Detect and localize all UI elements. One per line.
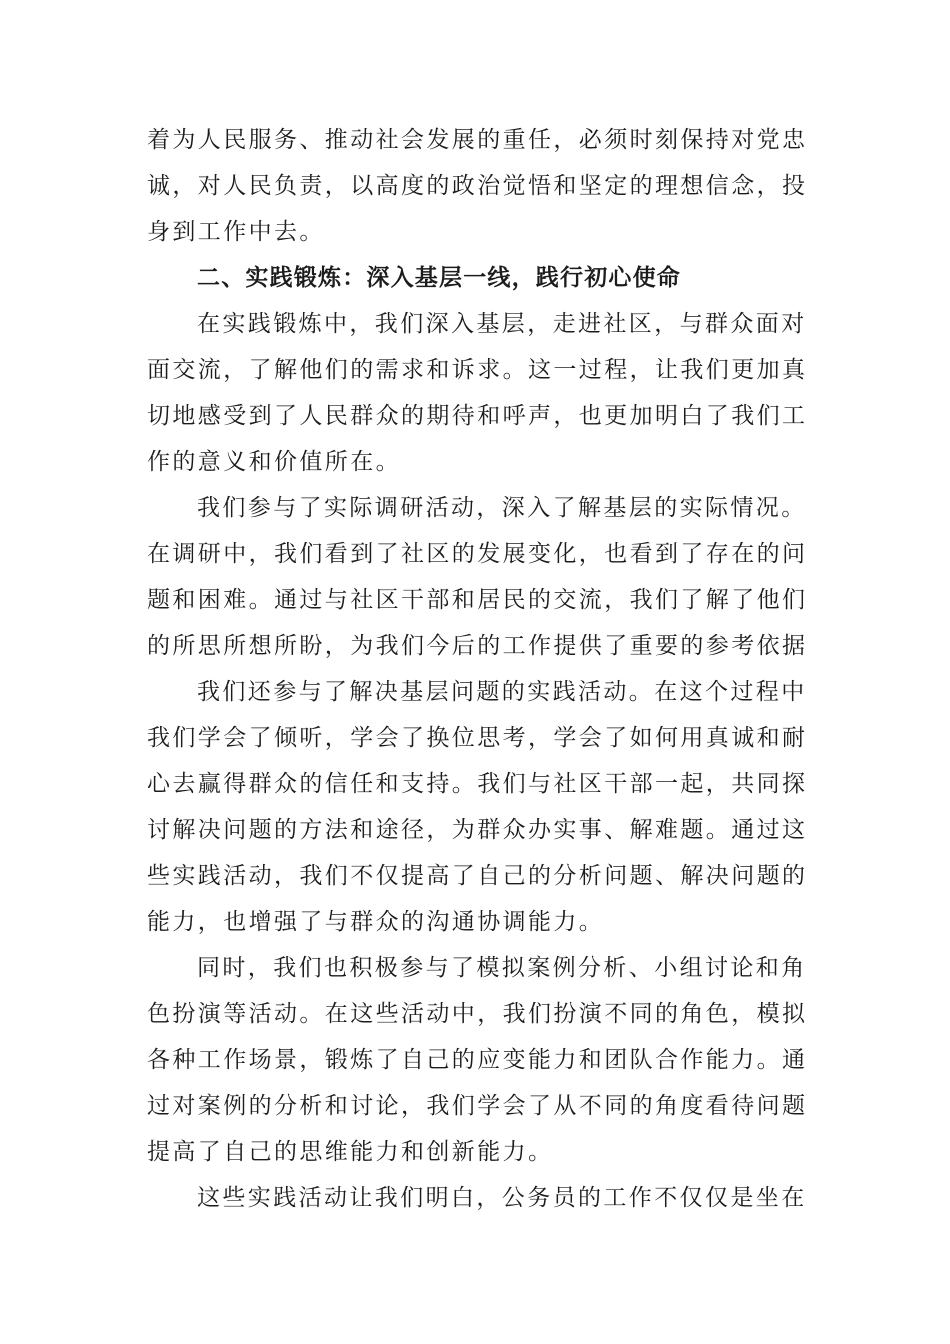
text-line: 切地感受到了人民群众的期待和呼声，也更加明白了我们工 [147,403,808,429]
paragraph-continued [147,117,809,255]
text-line: 能力，也增强了与群众的沟通协调能力。 [147,909,605,935]
text-line: 这些实践活动让我们明白，公务员的工作不仅仅是坐在 [197,1185,807,1211]
text-line: 提高了自己的思维能力和创新能力。 [147,1139,554,1165]
paragraph [147,301,809,485]
text-line: 我们学会了倾听，学会了换位思考，学会了如何用真诚和耐 [147,725,808,751]
text-line: 心去赢得群众的信任和支持。我们与社区干部一起，共同探 [147,771,808,797]
text-line: 同时，我们也积极参与了模拟案例分析、小组讨论和角 [197,955,807,981]
document-body [147,117,809,1221]
text-line: 在实践锻炼中，我们深入基层，走进社区，与群众面对 [197,311,807,337]
text-line: 面交流，了解他们的需求和诉求。这一过程，让我们更加真 [147,357,808,383]
text-line: 我们还参与了解决基层问题的实践活动。在这个过程中 [197,679,807,705]
text-line: 各种工作场景，锻炼了自己的应变能力和团队合作能力。通 [147,1047,808,1073]
text-line: 诚，对人民负责，以高度的政治觉悟和坚定的理想信念，投 [147,173,808,199]
text-line: 在调研中，我们看到了社区的发展变化，也看到了存在的问 [147,541,808,567]
text-line: 的所思所想所盼，为我们今后的工作提供了重要的参考依据 [147,633,808,659]
text-line: 作的意义和价值所在。 [147,449,401,475]
text-line: 讨解决问题的方法和途径，为群众办实事、解难题。通过这 [147,817,808,843]
paragraph [147,485,809,669]
section-heading-block [147,255,809,301]
section-heading: 二、实践锻炼：深入基层一线，践行初心使命 [197,265,681,291]
paragraph [147,1175,809,1221]
text-line: 身到工作中去。 [147,219,325,245]
text-line: 题和困难。通过与社区干部和居民的交流，我们了解了他们 [147,587,808,613]
paragraph [147,669,809,945]
text-line: 过对案例的分析和讨论，我们学会了从不同的角度看待问题 [147,1093,808,1119]
text-line: 色扮演等活动。在这些活动中，我们扮演不同的角色，模拟 [147,1001,808,1027]
text-line: 些实践活动，我们不仅提高了自己的分析问题、解决问题的 [147,863,808,889]
paragraph [147,945,809,1175]
text-line: 我们参与了实际调研活动，深入了解基层的实际情况。 [197,495,807,521]
text-line: 着为人民服务、推动社会发展的重任，必须时刻保持对党忠 [147,127,808,153]
